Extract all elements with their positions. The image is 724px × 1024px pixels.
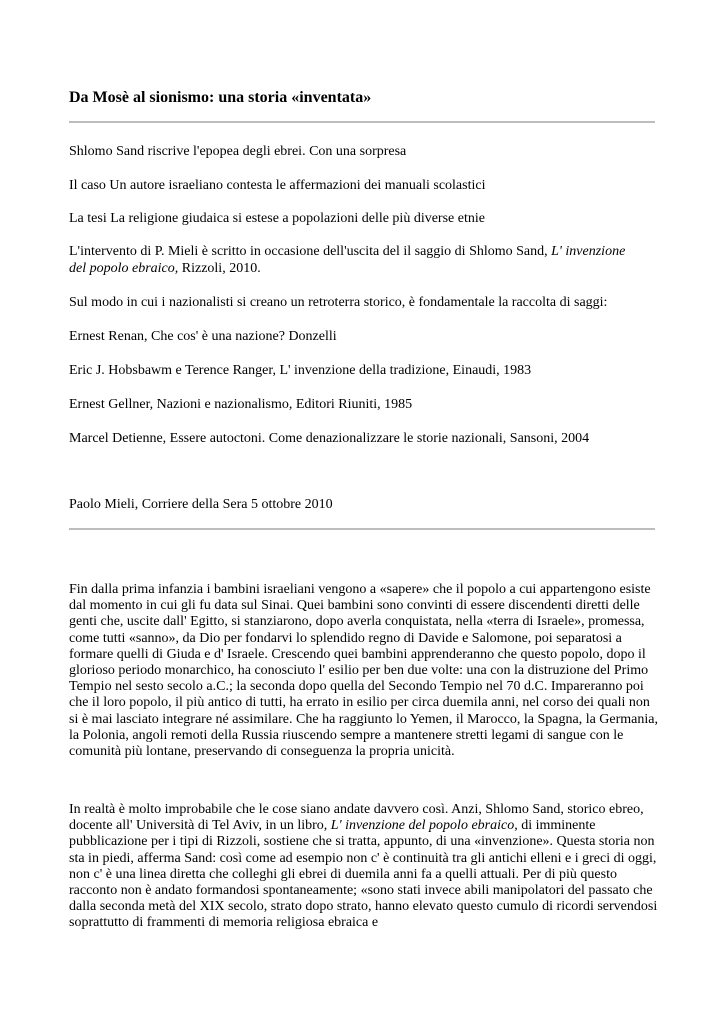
article-title: Da Mosè al sionismo: una storia «inventata» [69, 89, 372, 106]
paragraph-2-text: In realtà è molto improbabile che le cose siano andate davvero così. Anzi, Shlomo Sand, storico ebreo, docente all' Università di Tel Aviv, in un libro, [69, 802, 644, 834]
bibliography-item: Ernest Gellner, Nazioni e nazionalismo, Editori Riuniti, 1985 [69, 397, 413, 412]
bibliography-item: Ernest Renan, Che cos' è una nazione? Donzelli [69, 329, 337, 344]
il-caso-line: Il caso Un autore israeliano contesta le affermazioni dei manuali scolastici [69, 178, 486, 193]
bibliography-item: Marcel Detienne, Essere autoctoni. Come denazionalizzare le storie nazionali, Sansoni, 2004 [69, 431, 590, 446]
article-paragraph-2 [69, 802, 661, 932]
intervento-publisher: Rizzoli, 2010. [178, 261, 261, 276]
intervento-book-title: L' invenzione del popolo ebraico, [69, 244, 626, 276]
subtitle-line: Shlomo Sand riscrive l'epopea degli ebrei. Con una sorpresa [69, 144, 407, 159]
intervento-note [69, 243, 629, 277]
intervento-text: L'intervento di P. Mieli è scritto in occasione dell'uscita del il saggio di Shlomo Sand, [69, 244, 552, 259]
paragraph-2-text-continued: , di imminente pubblicazione per i tipi di Rizzoli, sostiene che si tratta, appunto, di una «invenzione». Questa storia non sta in piedi, afferma Sand: così come ad esempio non c' è continuità tra gli antichi elleni e i greci di oggi, non c' è una linea diretta che colleghi gli ebrei di duemila anni fa a quelli attuali. Per di più questo racconto non è andato formandosi spontaneamente; «sono stati invece abili manipolatori del passato che dalla seconda metà del XIX secolo, strato dopo strato, hanno elevato questo cumulo di ricordi servendosi soprattutto di frammenti di memoria religiosa ebraica e [69, 818, 658, 931]
top-divider [69, 121, 655, 123]
bibliography-item: Eric J. Hobsbawm e Terence Ranger, L' invenzione della tradizione, Einaudi, 1983 [69, 363, 532, 378]
bottom-divider [69, 528, 655, 530]
la-tesi-line: La tesi La religione giudaica si estese a popolazioni delle più diverse etnie [69, 211, 485, 226]
article-paragraph-1: Fin dalla prima infanzia i bambini israeliani vengono a «sapere» che il popolo a cui appartengono esiste dal momento in cui gli fu data sul Sinai. Quei bambini sono convinti di essere discendenti diretti delle genti che, uscite dall' Egitto, si stanziarono, dopo averla conquistata, nella «terra di Israele», promessa, come tutti «sanno», da Dio per fondarvi lo splendido regno di Davide e Salomone, poi separatosi a formare quelli di Giuda e d' Israele. Crescendo quei bambini apprenderanno che questo popolo, dopo il glorioso periodo monarchico, ha conosciuto l' esilio per ben due volte: una con la distruzione del Primo Tempio nel sesto secolo a.C.; la seconda dopo quella del Secondo Tempio nel 70 d.C. Impareranno poi che il loro popolo, il più antico di tutti, ha errato in esilio per circa duemila anni, nel corso dei quali non si è mai lasciato integrare né assimilare. Che ha raggiunto lo Yemen, il Marocco, la Spagna, la Germania, la Polonia, angoli remoti della Russia riuscendo sempre a mantenere stretti legami di sangue con le comunità più lontane, preservando di conseguenza la propria unicità. [69, 582, 658, 760]
paragraph-2-book-title: L' invenzione del popolo ebraico [330, 818, 515, 834]
byline: Paolo Mieli, Corriere della Sera 5 ottobre 2010 [69, 497, 333, 512]
nazionalisti-line: Sul modo in cui i nazionalisti si creano un retroterra storico, è fondamentale la raccolta di saggi: [69, 295, 608, 310]
